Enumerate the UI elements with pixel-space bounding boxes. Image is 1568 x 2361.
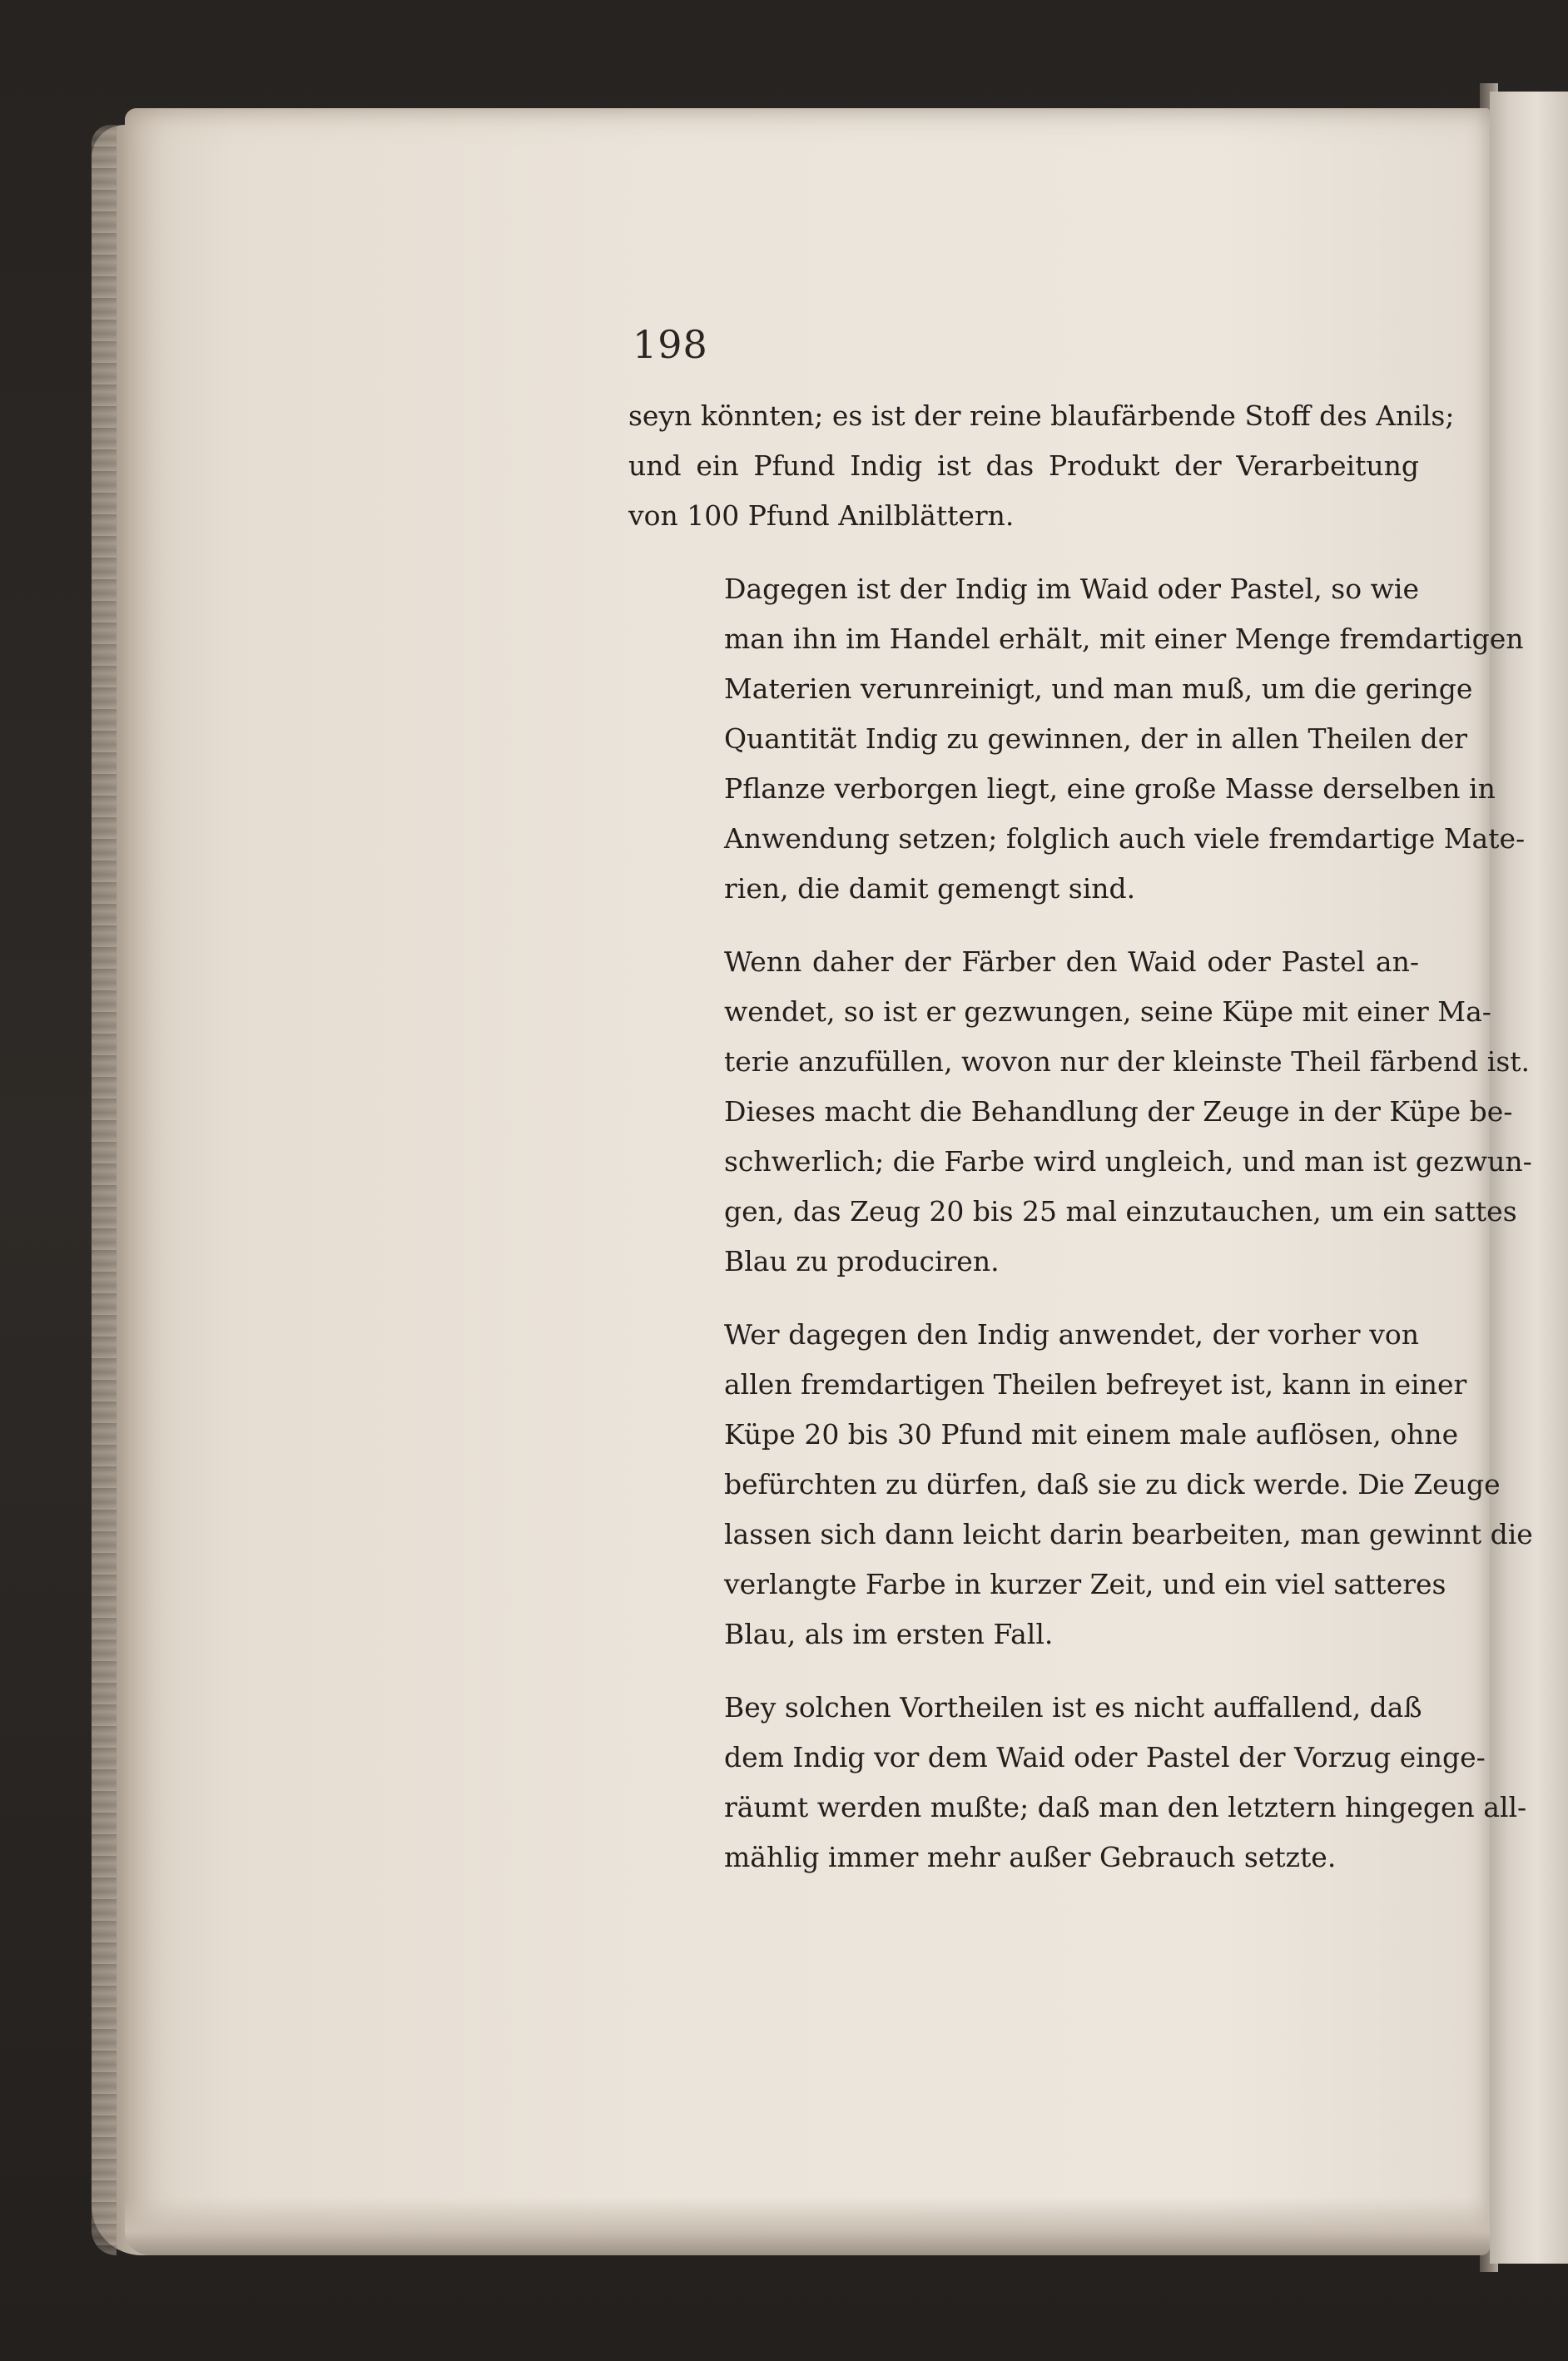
page-bottom-edge [125, 2197, 1490, 2255]
text-line: terie anzufüllen, wovon nur der kleinste Theil färbend ist. [724, 1045, 1531, 1078]
text-line: Anwendung setzen; folglich auch viele fremdartige Mate- [724, 822, 1526, 855]
text-line: Materien verunreinigt, und man muß, um die geringe [724, 672, 1473, 705]
page-number: 198 [633, 322, 708, 367]
text-line: rien, die damit gemengt sind. [724, 872, 1136, 905]
text-line: Wenn daher der Färber den Waid oder Pastel an- [724, 945, 1419, 978]
paragraph [628, 564, 1526, 914]
text-line: Quantität Indig zu gewinnen, der in allen Theilen der [724, 722, 1468, 755]
text-line: verlangte Farbe in kurzer Zeit, und ein viel satteres [724, 1568, 1446, 1600]
text-line: lassen sich dann leicht darin bearbeiten, man gewinnt die [724, 1518, 1533, 1550]
text-line: Bey solchen Vortheilen ist es nicht auffallend, daß [724, 1691, 1422, 1724]
paragraph [628, 937, 1532, 1287]
text-line: Blau zu produciren. [724, 1245, 1000, 1277]
text-line: schwerlich; die Farbe wird ungleich, und man ist gezwun- [724, 1145, 1532, 1178]
text-line: und ein Pfund Indig ist das Produkt der Verarbeitung [628, 449, 1419, 482]
text-line: Wer dagegen den Indig anwendet, der vorher von [724, 1318, 1419, 1351]
body-text [628, 391, 1533, 1882]
text-line: Pflanze verborgen liegt, eine große Masse derselben in [724, 772, 1496, 805]
text-line: allen fremdartigen Theilen befreyet ist, kann in einer [724, 1368, 1467, 1401]
text-line: Blau, als im ersten Fall. [724, 1618, 1054, 1650]
text-line: Dieses macht die Behandlung der Zeuge in der Küpe be- [724, 1095, 1513, 1128]
text-line: gen, das Zeug 20 bis 25 mal einzutauchen, um ein sattes [724, 1195, 1517, 1228]
text-line: dem Indig vor dem Waid oder Pastel der Vorzug einge- [724, 1741, 1486, 1773]
text-line: seyn könnten; es ist der reine blaufärbende Stoff des Anils; [628, 399, 1455, 432]
text-line: von 100 Pfund Anilblättern. [628, 499, 1015, 532]
paragraph [628, 1683, 1527, 1882]
text-line: Küpe 20 bis 30 Pfund mit einem male auflösen, ohne [724, 1418, 1459, 1451]
paragraph [628, 391, 1455, 541]
paragraph [628, 1310, 1533, 1659]
text-line: mählig immer mehr außer Gebrauch setzte. [724, 1841, 1337, 1873]
text-line: räumt werden mußte; daß man den letztern hingegen all- [724, 1791, 1527, 1823]
text-line: man ihn im Handel erhält, mit einer Menge fremdartigen [724, 622, 1524, 655]
text-line: Dagegen ist der Indig im Waid oder Pastel, so wie [724, 573, 1419, 605]
text-line: befürchten zu dürfen, daß sie zu dick werde. Die Zeuge [724, 1468, 1501, 1500]
text-line: wendet, so ist er gezwungen, seine Küpe mit einer Ma- [724, 995, 1491, 1028]
